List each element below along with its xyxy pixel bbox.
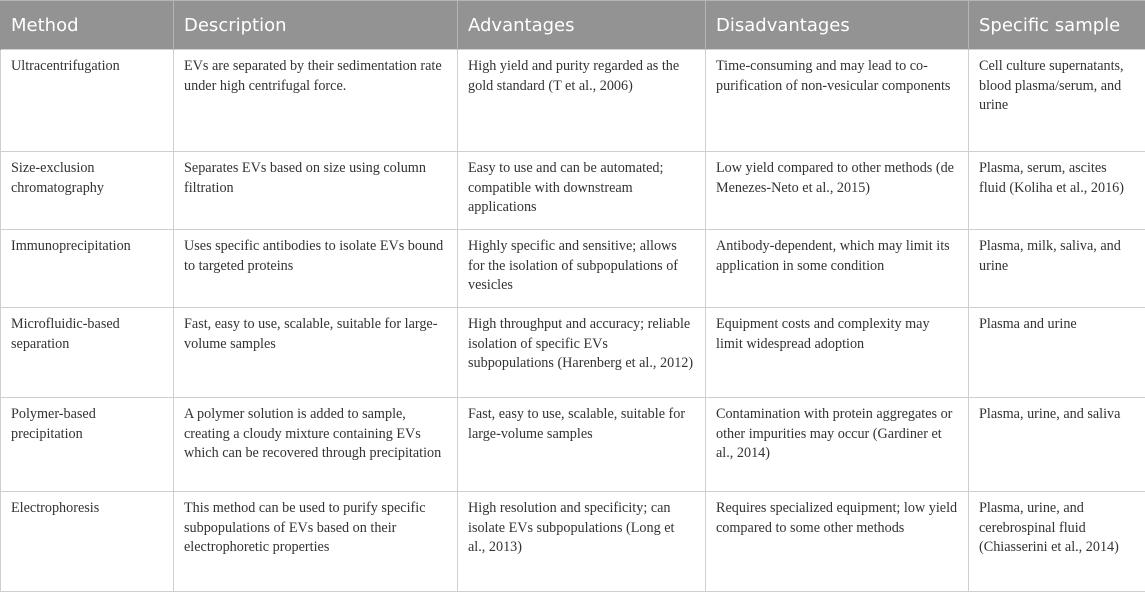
header-disadvantages: Disadvantages (706, 1, 969, 50)
cell-specific-sample: Plasma, serum, ascites fluid (Koliha et al., 2016) (969, 152, 1145, 230)
table-row (1, 308, 1145, 398)
cell-method: Immunoprecipitation (1, 230, 174, 308)
table-row (1, 50, 1145, 152)
cell-method: Microfluidic-based separation (1, 308, 174, 398)
cell-advantages: Highly specific and sensitive; allows for the isolation of subpopulations of vesicles (458, 230, 706, 308)
header-specific-sample: Specific sample (969, 1, 1145, 50)
cell-advantages: High yield and purity regarded as the gold standard (T et al., 2006) (458, 50, 706, 152)
cell-disadvantages: Antibody-dependent, which may limit its application in some condition (706, 230, 969, 308)
cell-advantages: High resolution and specificity; can isolate EVs subpopulations (Long et al., 2013) (458, 492, 706, 592)
cell-description: Uses specific antibodies to isolate EVs bound to targeted proteins (174, 230, 458, 308)
header-row (1, 1, 1145, 50)
cell-disadvantages: Equipment costs and complexity may limit widespread adoption (706, 308, 969, 398)
cell-method: Ultracentrifugation (1, 50, 174, 152)
cell-disadvantages: Low yield compared to other methods (de Menezes-Neto et al., 2015) (706, 152, 969, 230)
cell-disadvantages: Requires specialized equipment; low yield compared to some other methods (706, 492, 969, 592)
cell-method: Size-exclusion chromatography (1, 152, 174, 230)
header-method: Method (1, 1, 174, 50)
cell-advantages: Easy to use and can be automated; compatible with downstream applications (458, 152, 706, 230)
cell-method: Polymer-based precipitation (1, 398, 174, 492)
cell-advantages: Fast, easy to use, scalable, suitable for large-volume samples (458, 398, 706, 492)
cell-disadvantages: Contamination with protein aggregates or other impurities may occur (Gardiner et al., 2014) (706, 398, 969, 492)
cell-specific-sample: Cell culture supernatants, blood plasma/serum, and urine (969, 50, 1145, 152)
cell-specific-sample: Plasma, milk, saliva, and urine (969, 230, 1145, 308)
cell-description: Fast, easy to use, scalable, suitable for large-volume samples (174, 308, 458, 398)
header-advantages: Advantages (458, 1, 706, 50)
cell-description: EVs are separated by their sedimentation rate under high centrifugal force. (174, 50, 458, 152)
cell-specific-sample: Plasma, urine, and cerebrospinal fluid (Chiasserini et al., 2014) (969, 492, 1145, 592)
header-description: Description (174, 1, 458, 50)
table-row (1, 152, 1145, 230)
cell-specific-sample: Plasma, urine, and saliva (969, 398, 1145, 492)
cell-disadvantages: Time-consuming and may lead to co-purification of non-vesicular components (706, 50, 969, 152)
table-row (1, 230, 1145, 308)
cell-specific-sample: Plasma and urine (969, 308, 1145, 398)
table-row (1, 398, 1145, 492)
cell-description: Separates EVs based on size using column filtration (174, 152, 458, 230)
cell-method: Electrophoresis (1, 492, 174, 592)
cell-advantages: High throughput and accuracy; reliable isolation of specific EVs subpopulations (Harenberg et al., 2012) (458, 308, 706, 398)
cell-description: This method can be used to purify specific subpopulations of EVs based on their electrophoretic properties (174, 492, 458, 592)
table-row (1, 492, 1145, 592)
cell-description: A polymer solution is added to sample, creating a cloudy mixture containing EVs which can be recovered through precipitation (174, 398, 458, 492)
